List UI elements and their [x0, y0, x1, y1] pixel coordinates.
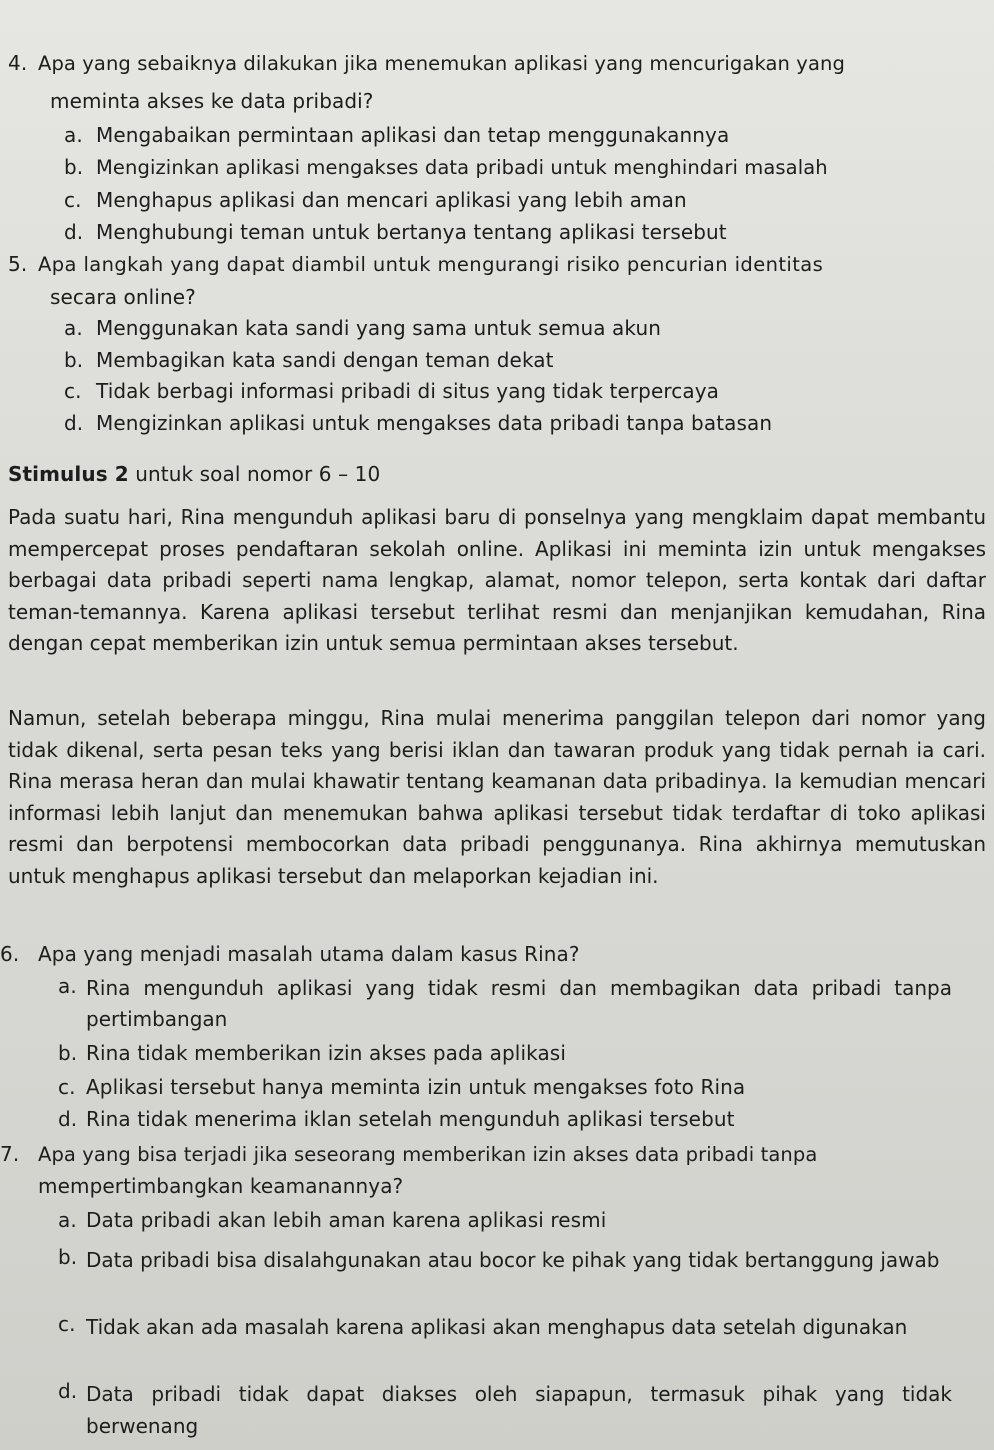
option-letter: c.: [64, 379, 82, 403]
option-text: Menghubungi teman untuk bertanya tentang aplikasi tersebut: [96, 220, 727, 244]
option-letter: b.: [64, 348, 84, 372]
question-text: Apa yang menjadi masalah utama dalam kasus Rina?: [38, 942, 580, 966]
stimulus-paragraph-1: Pada suatu hari, Rina mengunduh aplikasi baru di ponselnya yang mengklaim dapat membantu mempercepat proses pendaftaran sekolah online. Aplikasi ini meminta izin untuk mengakses berbagai data pribadi seperti nama lengkap, alamat, nomor telepon, serta kontak dari daftar teman-temannya. Karena aplikasi tersebut terlihat resmi dan menjanjikan kemudahan, Rina dengan cepat memberikan izin untuk semua permintaan akses tersebut.: [8, 505, 986, 655]
question-number: 7.: [0, 1142, 20, 1166]
question-7-option-a: [58, 1207, 606, 1233]
question-7-option-b-letter: b.: [58, 1245, 78, 1269]
question-4-line2: meminta akses ke data pribadi?: [50, 89, 374, 113]
question-4-option-b: [64, 154, 828, 181]
question-4-option-d: [64, 219, 727, 245]
question-5-line2: secara online?: [50, 285, 196, 309]
option-text: Rina tidak menerima iklan setelah mengunduh aplikasi tersebut: [86, 1107, 735, 1131]
option-letter: a.: [64, 316, 83, 340]
question-5-option-a: [64, 315, 661, 341]
option-letter: a.: [64, 123, 83, 147]
option-text: Menghapus aplikasi dan mencari aplikasi yang lebih aman: [96, 188, 687, 212]
question-5-option-b: [64, 347, 554, 373]
option-letter: d.: [64, 411, 84, 435]
question-5-option-c: [64, 378, 719, 404]
question-5-option-d: [64, 410, 772, 436]
option-letter: b.: [64, 155, 84, 179]
stimulus-title-rest: untuk soal nomor 6 – 10: [128, 462, 381, 486]
question-6-option-d: [58, 1106, 735, 1132]
option-letter: c.: [58, 1075, 76, 1099]
question-6: [0, 941, 580, 967]
question-7-option-d-text: Data pribadi tidak dapat diakses oleh siapapun, termasuk pihak yang tidak berwenang: [86, 1382, 952, 1438]
question-6-option-a-text: Rina mengunduh aplikasi yang tidak resmi dan membagikan data pribadi tanpa pertimbangan: [86, 976, 952, 1031]
option-text: Aplikasi tersebut hanya meminta izin untuk mengakses foto Rina: [86, 1075, 746, 1099]
option-text: Mengabaikan permintaan aplikasi dan tetap menggunakannya: [96, 123, 730, 147]
question-7-line1: [0, 1141, 817, 1168]
option-letter: c.: [64, 188, 82, 212]
option-text: Menggunakan kata sandi yang sama untuk semua akun: [96, 316, 662, 340]
stimulus-title: [8, 461, 380, 487]
option-text: Mengizinkan aplikasi mengakses data pribadi untuk menghindari masalah: [96, 156, 828, 179]
question-4-option-a: [64, 122, 729, 148]
question-4-option-c: [64, 187, 687, 213]
option-text: Rina tidak memberikan izin akses pada aplikasi: [86, 1041, 566, 1065]
option-text: Data pribadi akan lebih aman karena aplikasi resmi: [86, 1208, 607, 1232]
option-text: Tidak berbagi informasi pribadi di situs yang tidak terpercaya: [96, 379, 720, 403]
question-4-line1: [8, 50, 845, 77]
question-text: Apa langkah yang dapat diambil untuk mengurangi risiko pencurian identitas: [38, 253, 824, 276]
question-6-option-a-letter: a.: [58, 974, 77, 998]
question-number: 6.: [0, 942, 20, 966]
question-6-option-c: [58, 1074, 745, 1100]
option-text: Membagikan kata sandi dengan teman dekat: [96, 348, 554, 372]
stimulus-paragraph-2: Namun, setelah beberapa minggu, Rina mulai menerima panggilan telepon dari nomor yang tidak dikenal, serta pesan teks yang berisi iklan dan tawaran produk yang tidak pernah ia cari. Rina merasa heran dan mulai khawatir tentang keamanan data pribadinya. Ia kemudian mencari informasi lebih lanjut dan menemukan bahwa aplikasi tersebut tidak terdaftar di toko aplikasi resmi dan berpotensi membocorkan data pribadi penggunanya. Rina akhirnya memutuskan untuk menghapus aplikasi tersebut dan melaporkan kejadian ini.: [8, 706, 986, 888]
option-letter: a.: [58, 1208, 77, 1232]
option-letter: d.: [58, 1107, 78, 1131]
question-number: 5.: [8, 252, 28, 276]
question-5-line1: [8, 251, 823, 278]
stimulus-title-bold: Stimulus 2: [8, 462, 129, 486]
question-7-line2: mempertimbangkan keamanannya?: [38, 1174, 404, 1198]
question-7-option-c-letter: c.: [58, 1312, 76, 1336]
option-letter: b.: [58, 1041, 78, 1065]
question-7-option-c-text: Tidak akan ada masalah karena aplikasi akan menghapus data setelah digunakan: [86, 1315, 908, 1339]
question-text: Apa yang sebaiknya dilakukan jika menemukan aplikasi yang mencurigakan yang: [38, 52, 845, 75]
question-text: Apa yang bisa terjadi jika seseorang memberikan izin akses data pribadi tanpa: [38, 1143, 818, 1166]
option-letter: d.: [64, 220, 84, 244]
option-text: Mengizinkan aplikasi untuk mengakses data pribadi tanpa batasan: [96, 411, 773, 435]
question-6-option-b: [58, 1040, 566, 1066]
question-7-option-b-text: Data pribadi bisa disalahgunakan atau bocor ke pihak yang tidak bertanggung jawab: [86, 1248, 940, 1272]
question-number: 4.: [8, 51, 28, 75]
question-7-option-d-letter: d.: [58, 1379, 78, 1403]
